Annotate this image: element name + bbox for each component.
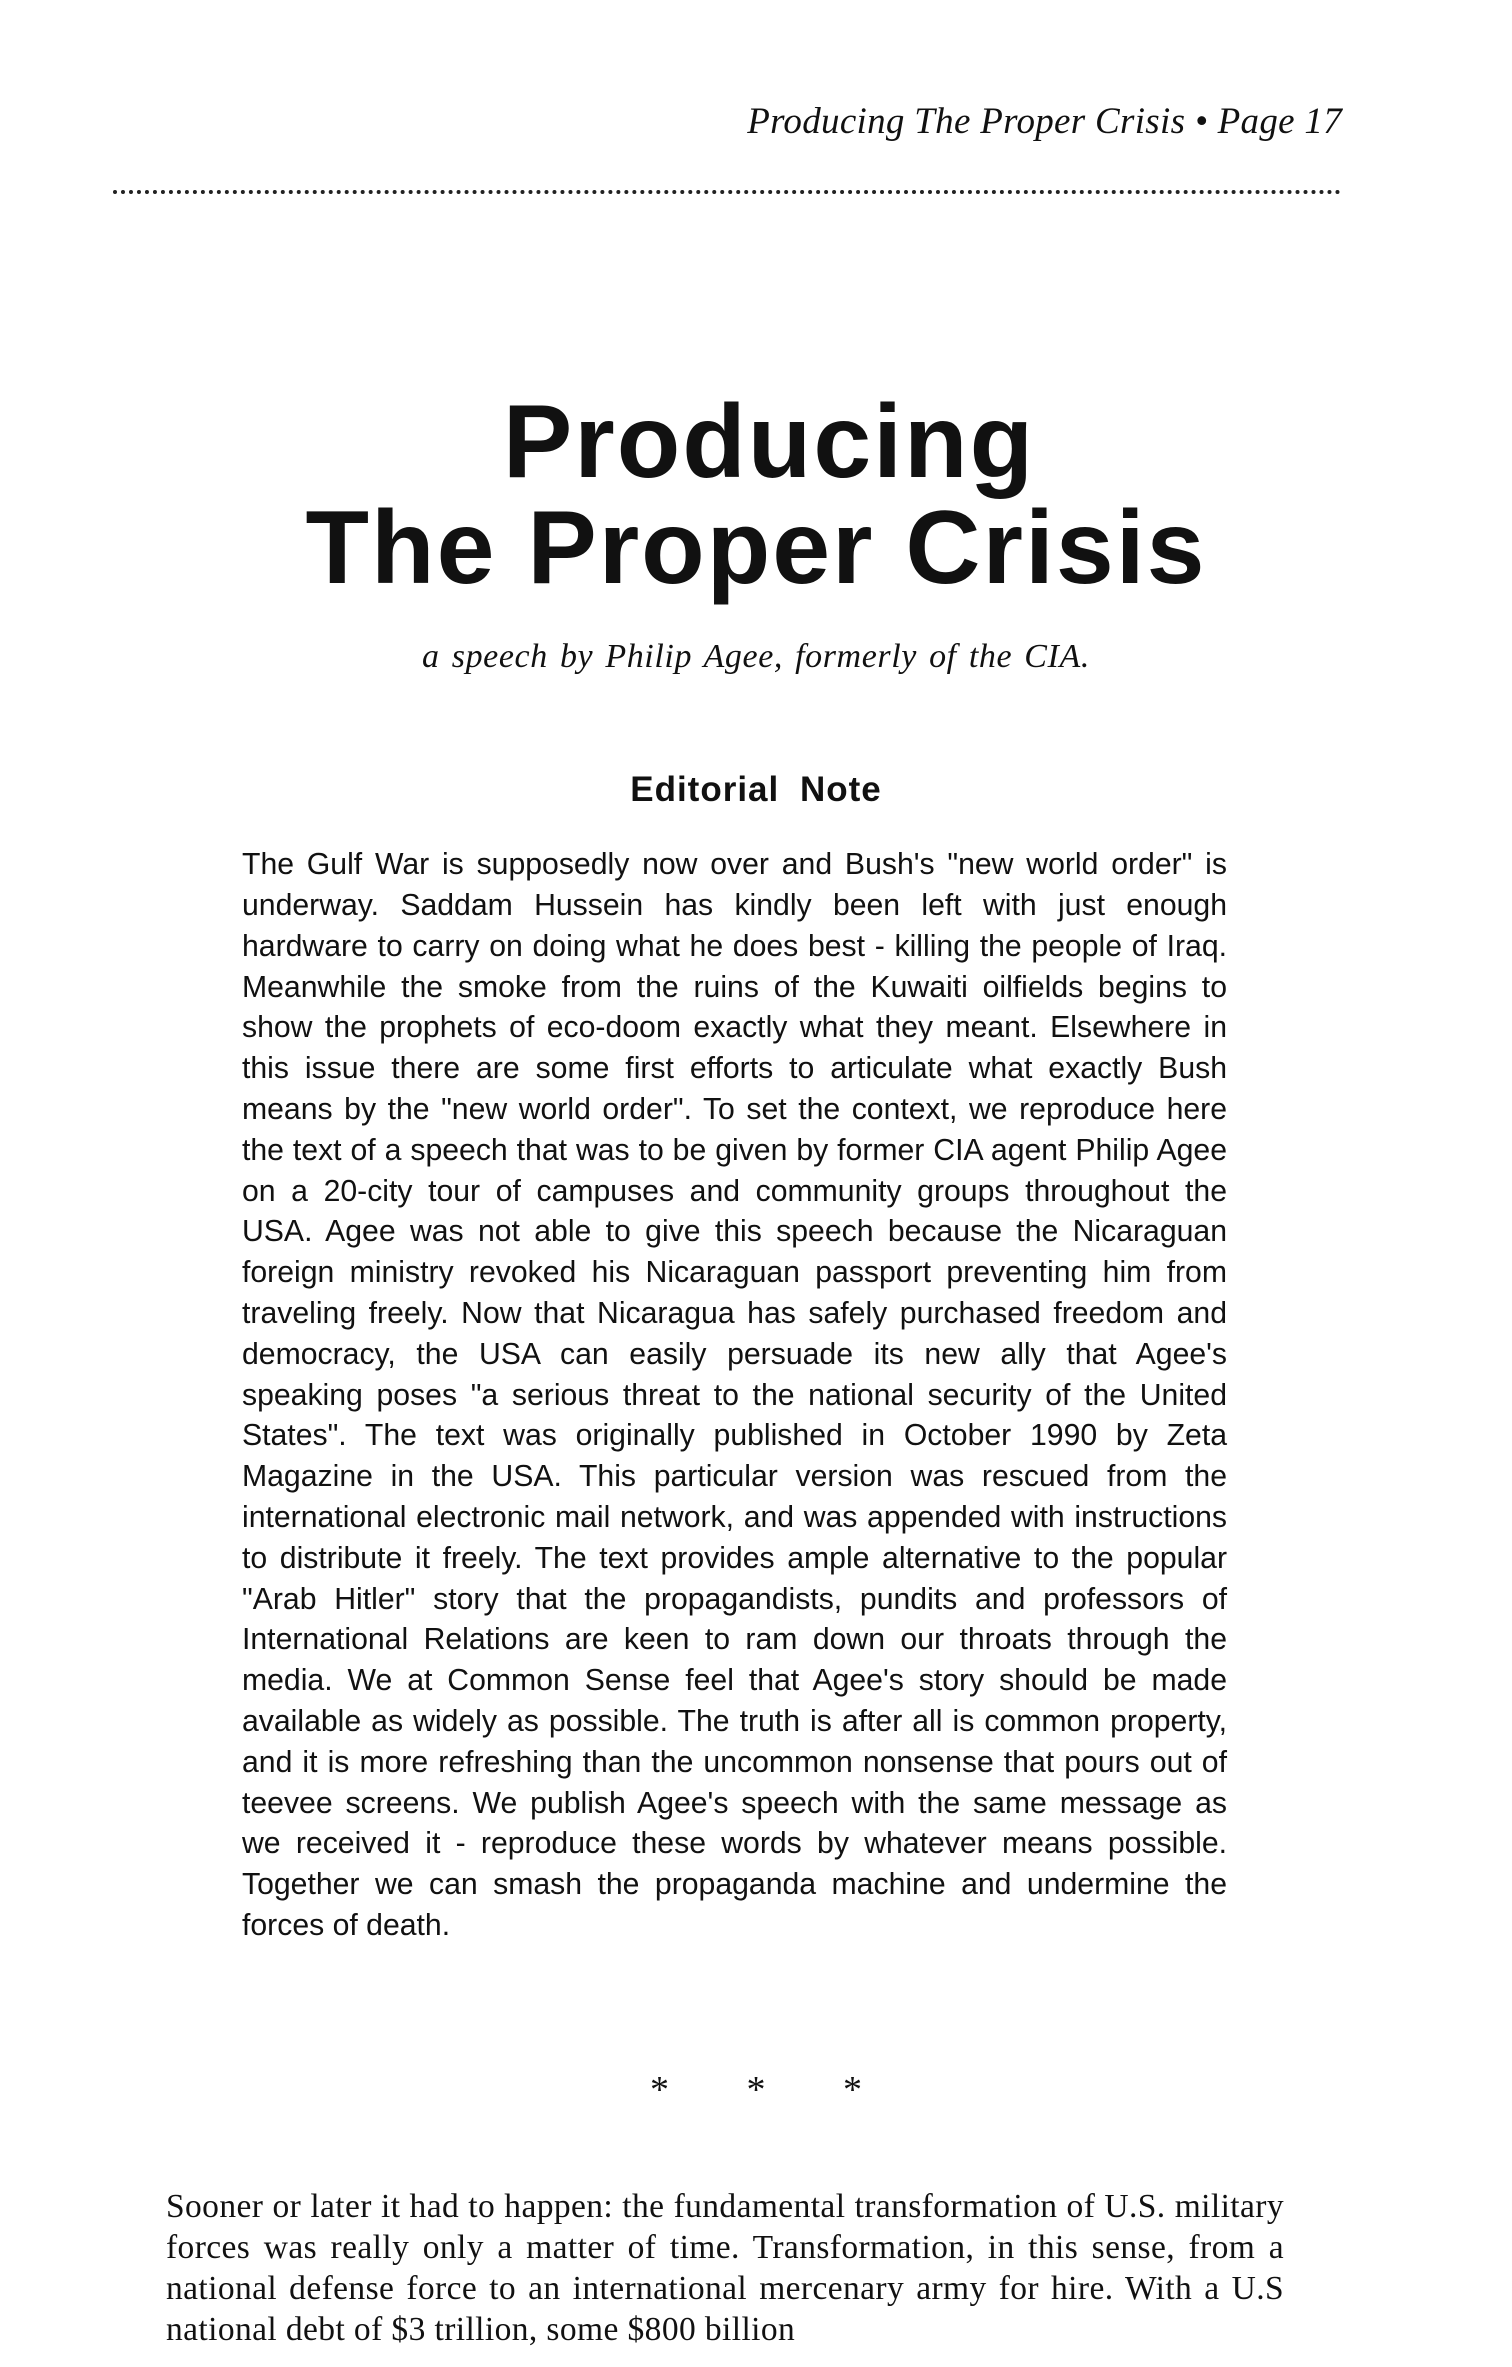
header-dotted-rule — [113, 190, 1341, 194]
section-break-asterisk: * — [843, 2069, 862, 2111]
editorial-note-heading: Editorial Note — [630, 770, 882, 809]
section-break — [0, 2068, 1512, 2112]
section-break-asterisk: * — [650, 2069, 669, 2111]
article-title-line-1: Producing — [502, 383, 1036, 500]
editorial-note-body: The Gulf War is supposedly now over and Bush's "new world order" is underway. Saddam Hussein has kindly been left with just enough hardware to carry on doing what he does best - killing the people of Iraq. Meanwhile the smoke from the ruins of the Kuwaiti oilfields begins to show the prophets of eco-doom exactly what they meant. Elsewhere in this issue there are some first efforts to articulate what exactly Bush means by the "new world order". To set the context, we reproduce here the text of a speech that was to be given by former CIA agent Philip Agee on a 20-city tour of campuses and community groups throughout the USA. Agee was not able to give this speech because the Nicaraguan foreign ministry revoked his Nicaraguan passport preventing him from traveling freely. Now that Nicaragua has safely purchased freedom and democracy, the USA can easily persuade its new ally that Agee's speaking poses "a serious threat to the national security of the United States". The text was originally published in October 1990 by Zeta Magazine in the USA. This particular version was rescued from the international electronic mail network, and was appended with instructions to distribute it freely. The text provides ample alternative to the popular "Arab Hitler" story that the propagandists, pundits and professors of International Relations are keen to ram down our throats through the media. We at Common Sense feel that Agee's story should be made available as widely as possible. The truth is after all is common property, and it is more refreshing than the uncommon nonsense that pours out of teevee screens. We publish Agee's speech with the same message as we received it - reproduce these words by whatever means possible. Together we can smash the propaganda machine and undermine the forces of death. — [242, 848, 1227, 1942]
speech-body-text: Sooner or later it had to happen: the fundamental transformation of U.S. military forces was really only a matter of time. Transformation, in this sense, from a national defense force to an international mercenary army for hire. With a U.S national debt of $3 trillion, some $800 billion — [166, 2187, 1284, 2348]
article-title-line-2: The Proper Crisis — [305, 489, 1207, 606]
byline: a speech by Philip Agee, formerly of the CIA. — [422, 638, 1090, 675]
section-break-asterisk: * — [746, 2069, 766, 2111]
running-head: Producing The Proper Crisis • Page 17 — [747, 101, 1342, 142]
article-title — [0, 383, 1512, 606]
